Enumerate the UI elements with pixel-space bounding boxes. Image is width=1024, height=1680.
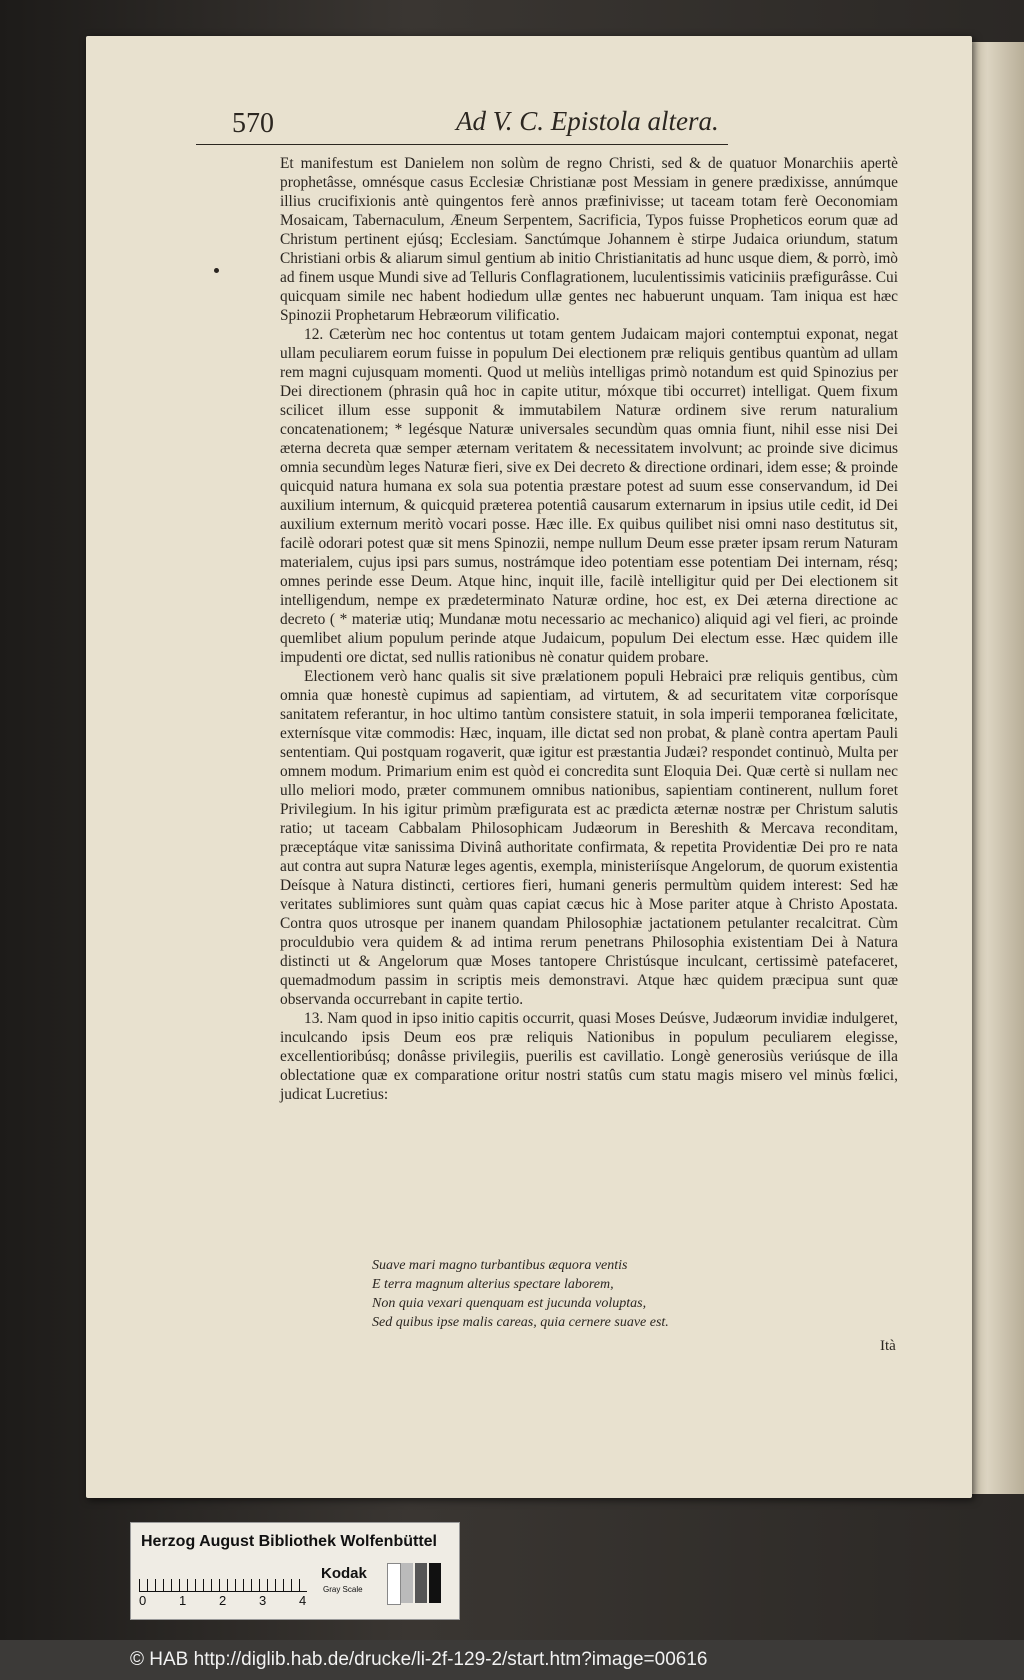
scale-number: 2 xyxy=(219,1593,227,1608)
copyright-url[interactable]: © HAB http://diglib.hab.de/drucke/li-2f-129-2/start.htm?image=00616 xyxy=(130,1649,708,1670)
gray-patch xyxy=(429,1563,441,1603)
catchword: Ità xyxy=(880,1338,896,1354)
paragraph: Electionem verò hanc qualis sit sive prælationem populi Hebraici præ reliquis gentibus, cùm omnia quæ honestè cupimus ad sapientiam, ad virtutem, & ad securitatem vitæ corporísque sanitatem referantur, in hoc ultimo tantùm consistere statuit, in sola imperii temporanea fœlicitate, externísque vitæ commodis: Hæc, inquam, ille dictat sed non probat, & planè contra apertam Pauli sententiam. Qui postquam rogaverit, quæ igitur est præstantia Judæi? respondet continuò, Multa per omnem modum. Primarium enim est quòd ei concredita sunt Eloquia Dei. Quæ certè si nullam nec ullo meliori modo, præter communem omnibus nationibus, sapientiam continerent, nullum foret Privilegium. In his igitur primùm præfigurata est ac prædicta æternæ nostræ per Christum salutis ratio; ut taceam Cabbalam Philosophicam Judæorum in Bereshith & Mercava reconditam, præceptáque vitæ sanissima Divinâ authoritate confirmata, & repetita Providentiæ Dei pro re nata aut contra aut supra Naturæ leges agentis, exempla, ministeriísque Angelorum, de quorum existentia Deísque à Natura distincti, certiores fieri, humani generis permultùm quidem interest: Sed hæ veritates sublimiores sunt quàm quas capiat cæcus hic à Mose pariter atque à Christo Apostata. Contra quos utrosque per inanem quandam Philosophiæ jactationem petulanter recalcitrat. Cùm proculdubio vera quidem & ad intima rerum penetrans Philosophia existentiam Dei à Natura distincti ut & Angelorum quæ Moses tantopere Christúsque inculcant, certissimè patefaceret, quemadmodum passim in scriptis meis demonstravi. Atque hæc quidem præcipua sunt quæ observanda occurrebant in capite tertio. xyxy=(280,668,898,1008)
paragraph: 12. Cæterùm nec hoc contentus ut totam gentem Judaicam majori contemptui exponat, negat ullam peculiarem eorum fuisse in populum Dei electionem præ reliquis gentibus quantùm ad ullam rem magni cujusquam momenti. Quod ut meliùs intelligas primò notandum est quid Spinozius per Dei directionem (phrasin quâ hoc in capite utitur, móxque tibi occurret) intelligat. Quem fixum scilicet illum esse supponit & immutabilem Naturæ ordinem sive rerum naturalium concatenationem; * legésque Naturæ universales secundùm quas omnia fiunt, nihil esse nisi Dei æterna decreta quæ semper æternam veritatem & necessitatem involvunt; ac proinde sive dicimus omnia secundùm leges Naturæ fieri, sive ex Dei decreto & directione ordinari, idem esse; & proinde quicquid natura humana ex sola sua potentia præstare potest ad suum esse conservandum, id Dei auxilium internum, & quicquid præterea potentiâ causarum externarum in ipsius utile cedit, id Dei auxilium externum meritò vocari posse. Hæc ille. Ex quibus quilibet nisi omni naso destitutus sit, facilè odorari potest quæ sit mens Spinozii, nempe nullum Deum esse præter ipsam rerum Naturam materialem, cujus ipsi pars sumus, nostrámque ideo potentiam esse potentiam Dei internam, résq; omnes perinde esse Deum. Atque hinc, inquit ille, facilè intelligitur quid per Dei electionem sit intelligendum, nempe ex prædeterminato Naturæ ordine, hoc est, ex Dei æterna directione ac decreto ( * materiæ utiq; Mundanæ motu necessario ac mechanico) aliquid agi vel fieri, ac proinde quemlibet alium populum perinde atque Judaicum, populum Dei electum esse. Hæc quidem ille impudenti ore dictat, sed nullis rationibus nè conatur quidem probare. xyxy=(280,326,898,666)
verse-line: Non quia vexari quenquam est jucunda voluptas, xyxy=(372,1296,647,1311)
color-scale xyxy=(139,1563,451,1611)
scale-number: 3 xyxy=(259,1593,267,1608)
margin-mark xyxy=(214,268,219,273)
kodak-logo: Kodak xyxy=(321,1565,367,1582)
adjacent-page-edge xyxy=(972,42,1024,1494)
verse-quotation xyxy=(372,1256,772,1332)
scale-number: 1 xyxy=(179,1593,187,1608)
library-name: Herzog August Bibliothek Wolfenbüttel xyxy=(141,1533,437,1550)
gray-patch xyxy=(401,1563,413,1603)
paragraph: 13. Nam quod in ipso initio capitis occurrit, quasi Moses Deúsve, Judæorum invidiæ indulgeret, inculcando ipsis Deum eos præ reliquis Nationibus in populum peculiarem elegisse, excellentioribúsq; donâsse privilegiis, puerilis est cavillatio. Longè generosiùs veriúsque de illa oblectatione quæ ex comparatione oritur nostri statûs cum statu magis misero vel minùs fœlici, judicat Lucretius: xyxy=(280,1010,898,1103)
scale-number: 0 xyxy=(139,1593,147,1608)
scale-number: 4 xyxy=(299,1593,307,1608)
page-number: 570 xyxy=(232,108,274,139)
page-header xyxy=(196,104,728,145)
gray-patch xyxy=(387,1563,401,1605)
ruler xyxy=(139,1563,307,1592)
body-text xyxy=(280,154,898,1104)
footer-bar xyxy=(0,1640,1024,1680)
paragraph: Et manifestum est Danielem non solùm de regno Christi, sed & de quatuor Monarchiis apertè prophetâsse, omnésque casus Ecclesiæ Christianæ post Messiam in genere prædixisse, annúmque illius crucifixionis antè quingentos ferè annos præfinivisse; ut taceam totam ferè Oeconomiam Mosaicam, Tabernaculum, Æneum Serpentem, Sacrificia, Typos fuisse Propheticos eorum quæ ad Christum pertinent ejúsq; Ecclesiam. Sanctúmque Johannem è stirpe Judaica oriundum, statum Christiani orbis & aliarum simul gentium ab initio Christianitatis ad hunc usque diem, & porrò, imò ad finem usque Mundi sive ad Telluris Conflagrationem, luculentissimis vaticiniis præfigurâsse. Cui quicquam simile nec habent hodiedum ullæ gentes nec habuerunt unquam. Tam iniqua est hæc Spinozii Prophetarum Hebræorum vilificatio. xyxy=(280,155,898,324)
verse-line: Sed quibus ipse malis careas, quia cernere suave est. xyxy=(372,1315,669,1330)
library-label xyxy=(130,1522,460,1620)
running-title: Ad V. C. Epistola altera. xyxy=(456,106,719,136)
verse-line: Suave mari magno turbantibus æquora ventis xyxy=(372,1258,628,1273)
verse-line: E terra magnum alterius spectare laborem, xyxy=(372,1277,614,1292)
gray-patch xyxy=(415,1563,427,1603)
gray-scale-label: Gray Scale xyxy=(323,1585,363,1594)
